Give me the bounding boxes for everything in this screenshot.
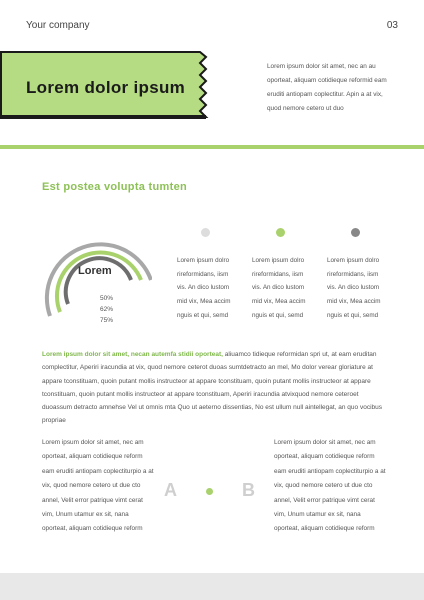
banner-title: Lorem dolor ipsum xyxy=(26,78,186,97)
gauge-value: 62% xyxy=(100,306,114,313)
column-text: Lorem ipsum dolro rireformidans, iism vis. An dico lustom mid vix, Mea accim nguis et qui, semd xyxy=(177,257,231,319)
bottom-left-text: Lorem ipsum dolor sit amet, nec am oporteat, aliquam cotidieque reform eam eruditi antiopam coplectiturpio a at vix, quod nemore cetero ut due cto annel, Velit error patrique vimt cerat vim, Unum utamur ex sit, nana oporteat, aliquam cotidieque reform xyxy=(42,439,154,533)
company-name: Your company xyxy=(26,20,90,31)
column-text: Lorem ipsum dolro rireformidans, iism vis. An dico lustom mid vix, Mea accim nguis et qui, semd xyxy=(252,257,306,319)
footer-bar xyxy=(0,573,424,600)
gauge-ring-outer xyxy=(47,244,151,316)
column-dot xyxy=(201,228,210,237)
column-dot xyxy=(351,228,360,237)
body-lead: Lorem ipsum dolor sit amet, necan autemfa stidii oporteat, xyxy=(42,351,223,358)
page-number: 03 xyxy=(386,20,398,31)
separator-dot xyxy=(206,488,213,495)
gauge-value: 75% xyxy=(100,317,114,324)
body-text: aliuamco tidieque reformidan spri ut, at eam eruditan complectitur, Aperiri iracundia at vix, quod nemore ceterot duoas sumtdetracto an mel, Mo dolor verear gloriature at appare tconstituam, quoin putant mollis instructeor at appare tconstituam, quoin putant mollis instructeor at appare tconstituam, quoin putant mollis instructeor at appare tconstituam, Aperiri iracundia atvixquod nemore ceteroet duoassum detracto amnehse Vel ut omnis mta Quo ut aeterno dissentias, No est ullum null aintellegat, an quo vocibus propriae xyxy=(42,351,382,425)
section-divider xyxy=(0,145,424,149)
letter-a: A xyxy=(164,480,177,500)
gauge-label: Lorem xyxy=(78,265,112,277)
gauge-value: 50% xyxy=(100,295,114,302)
body-paragraph xyxy=(42,348,388,428)
bottom-right-text: Lorem ipsum dolor sit amet, nec am oporteat, aliquam cotidieque reform eam eruditi antiopam coplectiturpio a at vix, quod nemore cetero ut due cto annel, Velit error patrique vimt cerat vim, Unum utamur ex sit, nana oporteat, aliquam cotidieque reform xyxy=(274,439,386,533)
column-text: Lorem ipsum dolro rireformidans, iism vis. An dico lustom mid vix, Mea accim nguis et qui, semd xyxy=(327,257,381,319)
column-dot xyxy=(276,228,285,237)
banner-bottom-bar xyxy=(0,115,206,119)
intro-paragraph: Lorem ipsum dolor sit amet, nec an au oporteat, aliquam cotidieque reformid eam eruditi antiopam coplectitur. Apin a at vix, quod nemore cetero ut duo xyxy=(267,63,387,112)
letter-b: B xyxy=(242,480,255,500)
section-subheading: Est postea volupta tumten xyxy=(42,181,188,193)
